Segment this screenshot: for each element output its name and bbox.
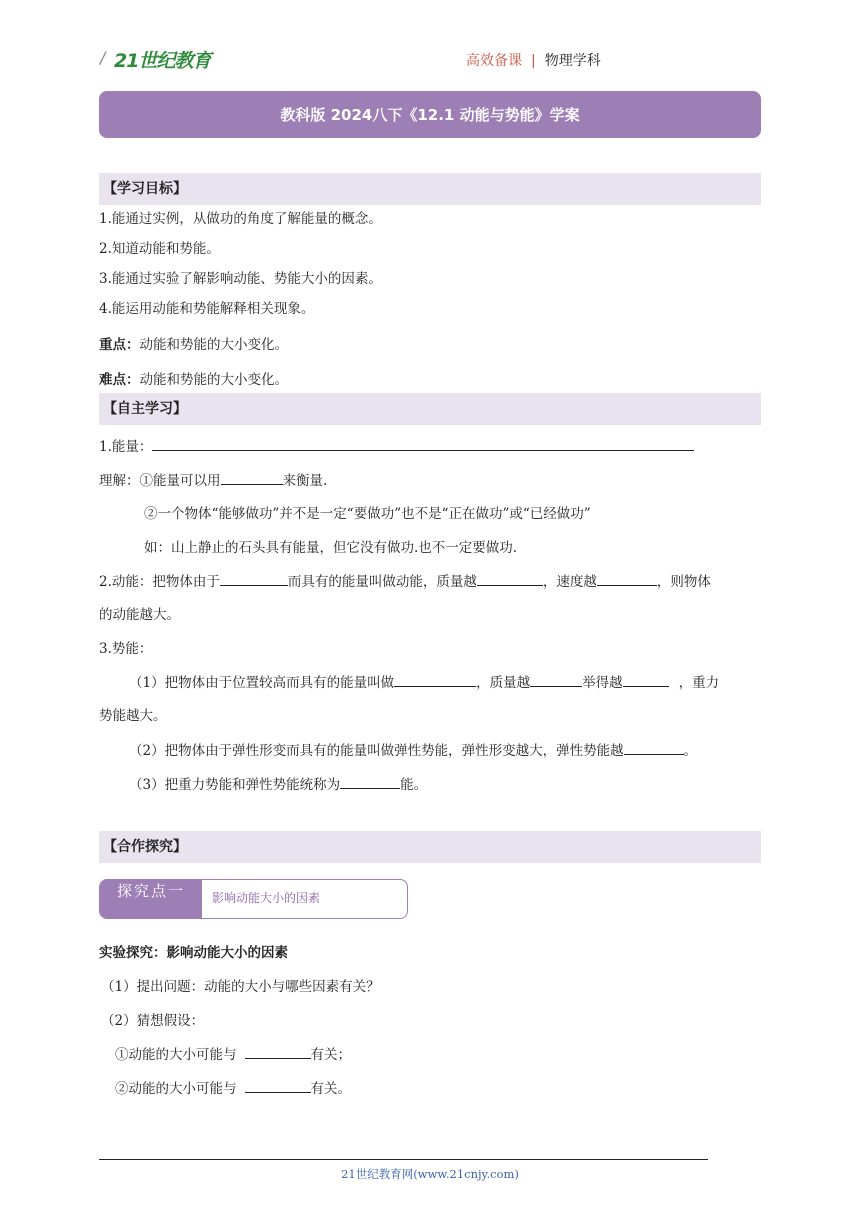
footer-divider bbox=[99, 1159, 708, 1160]
header-brand: 高效备课 bbox=[466, 53, 522, 69]
potential-text: （3）把重力势能和弹性势能统称为 bbox=[129, 777, 341, 793]
logo-slash-icon: / bbox=[100, 48, 106, 67]
elastic-blank[interactable] bbox=[624, 740, 684, 755]
explore-tab-fill bbox=[100, 902, 202, 919]
guess-2 bbox=[115, 1077, 351, 1097]
explore-point-tab: 探究点一 bbox=[100, 880, 202, 902]
measure-blank[interactable] bbox=[221, 470, 283, 485]
footer-text: 21世纪教育网(www.21cnjy.com) bbox=[341, 1167, 519, 1181]
understand-line-a bbox=[99, 469, 327, 489]
mechanical-blank[interactable] bbox=[340, 774, 400, 789]
guess-1 bbox=[115, 1043, 351, 1063]
kinetic-text: 而具有的能量叫做动能，质量越 bbox=[287, 574, 477, 590]
kinetic-text: ，速度越 bbox=[542, 574, 597, 590]
energy-line bbox=[99, 435, 694, 455]
guess-blank-2[interactable] bbox=[245, 1078, 311, 1093]
potential-item-3 bbox=[129, 773, 427, 793]
kinetic-blank-2[interactable] bbox=[477, 571, 543, 586]
goal-item: 3.能通过实验了解影响动能、势能大小的因素。 bbox=[99, 271, 382, 287]
potential-text: ，重力 bbox=[678, 675, 720, 691]
potential-text: （1）把物体由于位置较高而具有的能量叫做 bbox=[129, 675, 395, 691]
section-self-study: 【自主学习】 bbox=[99, 393, 761, 425]
guess-text: ①动能的大小可能与 bbox=[115, 1047, 237, 1063]
potential-text: （2）把物体由于弹性形变而具有的能量叫做弹性势能，弹性形变越大，弹性势能越 bbox=[129, 743, 624, 759]
kinetic-blank-3[interactable] bbox=[597, 571, 657, 586]
potential-text: 能。 bbox=[400, 777, 428, 793]
explore-point-box bbox=[99, 879, 408, 919]
difficulty-label: 难点： bbox=[99, 372, 140, 388]
guess-blank-1[interactable] bbox=[245, 1044, 311, 1059]
understand-a-text: 理解：①能量可以用 bbox=[99, 473, 221, 489]
goal-item: 4.能运用动能和势能解释相关现象。 bbox=[99, 301, 315, 317]
potential-text: 。 bbox=[683, 743, 698, 759]
goal-item: 2.知道动能和势能。 bbox=[99, 241, 220, 257]
header-tagline bbox=[466, 50, 601, 70]
logo bbox=[100, 44, 230, 76]
key-point-label: 重点： bbox=[99, 337, 140, 353]
section-cooperative: 【合作探究】 bbox=[99, 831, 761, 863]
potential-blank-1[interactable] bbox=[394, 672, 476, 687]
energy-label: 1.能量： bbox=[99, 439, 153, 455]
potential-text: 举得越 bbox=[582, 675, 623, 691]
kinetic-text: ，则物体 bbox=[656, 574, 711, 590]
potential-item-1-cont: 势能越大。 bbox=[99, 708, 167, 724]
key-point-text: 动能和势能的大小变化。 bbox=[139, 337, 288, 353]
understand-line-b: ②一个物体“能够做功”并不是一定“要做功”也不是“正在做功”或“已经做功” bbox=[144, 506, 591, 522]
guess-text: 有关。 bbox=[310, 1081, 351, 1097]
logo-text: 21世纪教育 bbox=[114, 50, 211, 72]
kinetic-blank-1[interactable] bbox=[220, 571, 288, 586]
document-title: 教科版 2024八下《12.1 动能与势能》学案 bbox=[99, 91, 761, 138]
question-line: （1）提出问题：动能的大小与哪些因素有关？ bbox=[101, 979, 380, 995]
guess-text: ②动能的大小可能与 bbox=[115, 1081, 237, 1097]
kinetic-text: 2.动能：把物体由于 bbox=[99, 574, 220, 590]
energy-blank[interactable] bbox=[152, 436, 694, 451]
potential-item-1 bbox=[129, 671, 719, 691]
difficulty-point bbox=[99, 368, 288, 388]
potential-heading: 3.势能： bbox=[99, 641, 153, 657]
header-separator: | bbox=[531, 53, 536, 69]
difficulty-text: 动能和势能的大小变化。 bbox=[139, 372, 288, 388]
example-line: 如：山上静止的石头具有能量，但它没有做功.也不一定要做功. bbox=[144, 540, 518, 556]
understand-a-text2: 来衡量. bbox=[282, 473, 328, 489]
header-subject: 物理学科 bbox=[544, 53, 601, 69]
potential-text: ，质量越 bbox=[476, 675, 531, 691]
experiment-title: 实验探究：影响动能大小的因素 bbox=[99, 945, 288, 961]
key-point bbox=[99, 333, 288, 353]
guess-text: 有关； bbox=[310, 1047, 351, 1063]
potential-blank-3[interactable] bbox=[623, 672, 669, 687]
explore-point-label: 影响动能大小的因素 bbox=[212, 891, 321, 905]
potential-blank-2[interactable] bbox=[530, 672, 582, 687]
goal-item: 1.能通过实例，从做功的角度了解能量的概念。 bbox=[99, 211, 382, 227]
hypothesis-line: （2）猜想假设： bbox=[101, 1013, 205, 1029]
potential-item-2 bbox=[129, 739, 697, 759]
section-learning-goals: 【学习目标】 bbox=[99, 173, 761, 205]
kinetic-line-2: 的动能越大。 bbox=[99, 607, 180, 623]
kinetic-line bbox=[99, 570, 711, 590]
